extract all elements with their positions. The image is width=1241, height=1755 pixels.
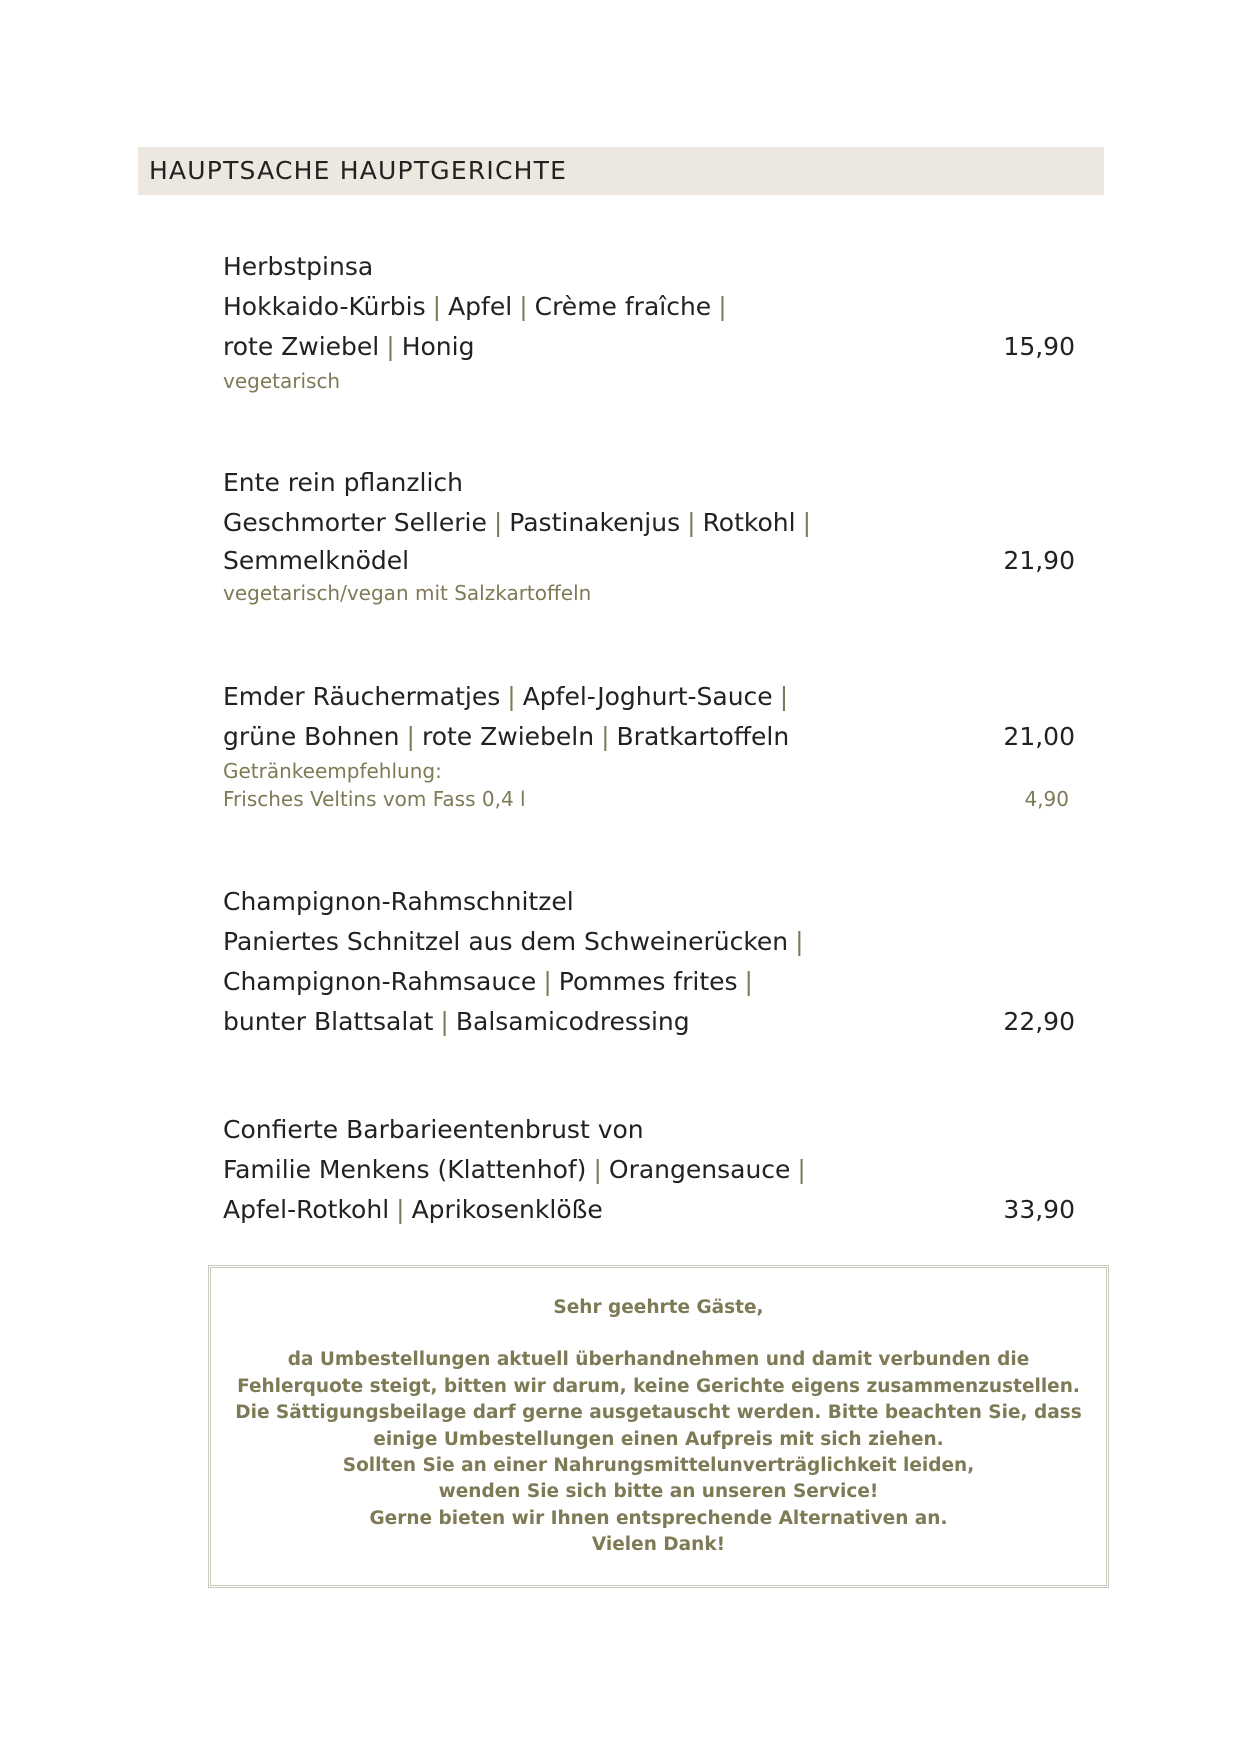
- drink-price: 4,90: [1024, 787, 1069, 811]
- separator: |: [795, 927, 804, 956]
- notice-line: Sollten Sie an einer Nahrungsmittelunverträglichkeit leiden,: [342, 1455, 975, 1477]
- notice-line: Vielen Dank!: [591, 1534, 726, 1556]
- separator: |: [797, 1155, 806, 1184]
- dish-line: Paniertes Schnitzel aus dem Schweinerücken |: [223, 927, 804, 956]
- dish-price: 21,90: [1003, 546, 1075, 575]
- dish-line: rote Zwiebel | Honig 15,90: [223, 327, 1075, 367]
- dish-barbarieentenbrust: [223, 1110, 1075, 1230]
- notice-line: Gerne bieten wir Ihnen entsprechende Alternativen an.: [369, 1507, 948, 1529]
- dish-line: bunter Blattsalat | Balsamicodressing 22,90: [223, 1002, 1075, 1042]
- separator: |: [406, 722, 415, 751]
- dish-line: Geschmorter Sellerie | Pastinakenjus | Rotkohl |: [223, 508, 812, 537]
- separator: |: [779, 682, 789, 711]
- notice-line: wenden Sie sich bitte an unseren Service!: [438, 1481, 879, 1503]
- separator: |: [396, 1195, 405, 1224]
- separator: |: [386, 332, 395, 361]
- separator: |: [493, 508, 503, 537]
- dish-line: Semmelknödel 21,90: [223, 543, 1075, 579]
- separator: |: [601, 722, 610, 751]
- drink-recommendation-label: Getränkeempfehlung:: [223, 759, 442, 783]
- dish-note: vegetarisch: [223, 369, 341, 393]
- notice-spacer: [211, 1321, 1106, 1347]
- dish-line: Ente rein pflanzlich: [223, 468, 464, 497]
- separator: |: [744, 967, 753, 996]
- dish-line: Herbstpinsa: [223, 252, 374, 281]
- dish-line: Champignon-Rahmschnitzel: [223, 887, 574, 916]
- dish-ente-rein-pflanzlich: [223, 463, 1075, 607]
- dish-price: 22,90: [1003, 1007, 1075, 1036]
- dish-champignon-rahmschnitzel: [223, 882, 1075, 1042]
- notice-line: da Umbestellungen aktuell überhandnehmen und damit verbunden die: [287, 1349, 1030, 1371]
- dish-line: Emder Räuchermatjes | Apfel-Joghurt-Sauce |: [223, 682, 789, 711]
- dish-price: 21,00: [1003, 722, 1075, 751]
- notice-line: einige Umbestellungen einen Aufpreis mit sich ziehen.: [373, 1428, 944, 1450]
- dish-line: Champignon-Rahmsauce | Pommes frites |: [223, 967, 753, 996]
- dish-price: 33,90: [1003, 1195, 1075, 1224]
- dish-line: grüne Bohnen | rote Zwiebeln | Bratkartoffeln 21,00: [223, 717, 1075, 757]
- separator: |: [718, 292, 727, 321]
- notice-line: Fehlerquote steigt, bitten wir darum, keine Gerichte eigens zusammenzustellen.: [237, 1375, 1080, 1397]
- separator: |: [519, 292, 528, 321]
- dish-price: 15,90: [1003, 332, 1075, 361]
- guest-notice-box: [208, 1265, 1109, 1588]
- separator: |: [802, 508, 812, 537]
- notice-greeting: Sehr geehrte Gäste,: [553, 1297, 764, 1318]
- separator: |: [507, 682, 516, 711]
- separator: |: [687, 508, 696, 537]
- dish-note: vegetarisch/vegan mit Salzkartoffeln: [223, 581, 592, 605]
- dish-line: Familie Menkens (Klattenhof) | Orangensauce |: [223, 1155, 806, 1184]
- notice-line: Die Sättigungsbeilage darf gerne ausgetauscht werden. Bitte beachten Sie, dass: [235, 1402, 1082, 1424]
- drink-recommendation: Frisches Veltins vom Fass 0,4 l 4,90: [223, 787, 1069, 811]
- dish-emder-raeuchermatjes: [223, 677, 1075, 813]
- separator: |: [440, 1007, 449, 1036]
- separator: |: [593, 1155, 602, 1184]
- separator: |: [543, 967, 552, 996]
- separator: |: [432, 292, 442, 321]
- section-title: HAUPTSACHE HAUPTGERICHTE: [138, 147, 1104, 195]
- dish-herbstpinsa: [223, 247, 1075, 395]
- dish-line: Hokkaido-Kürbis | Apfel | Crème fraîche |: [223, 292, 727, 321]
- dish-line: Apfel-Rotkohl | Aprikosenklöße 33,90: [223, 1190, 1075, 1230]
- dish-line: Confierte Barbarieentenbrust von: [223, 1115, 644, 1144]
